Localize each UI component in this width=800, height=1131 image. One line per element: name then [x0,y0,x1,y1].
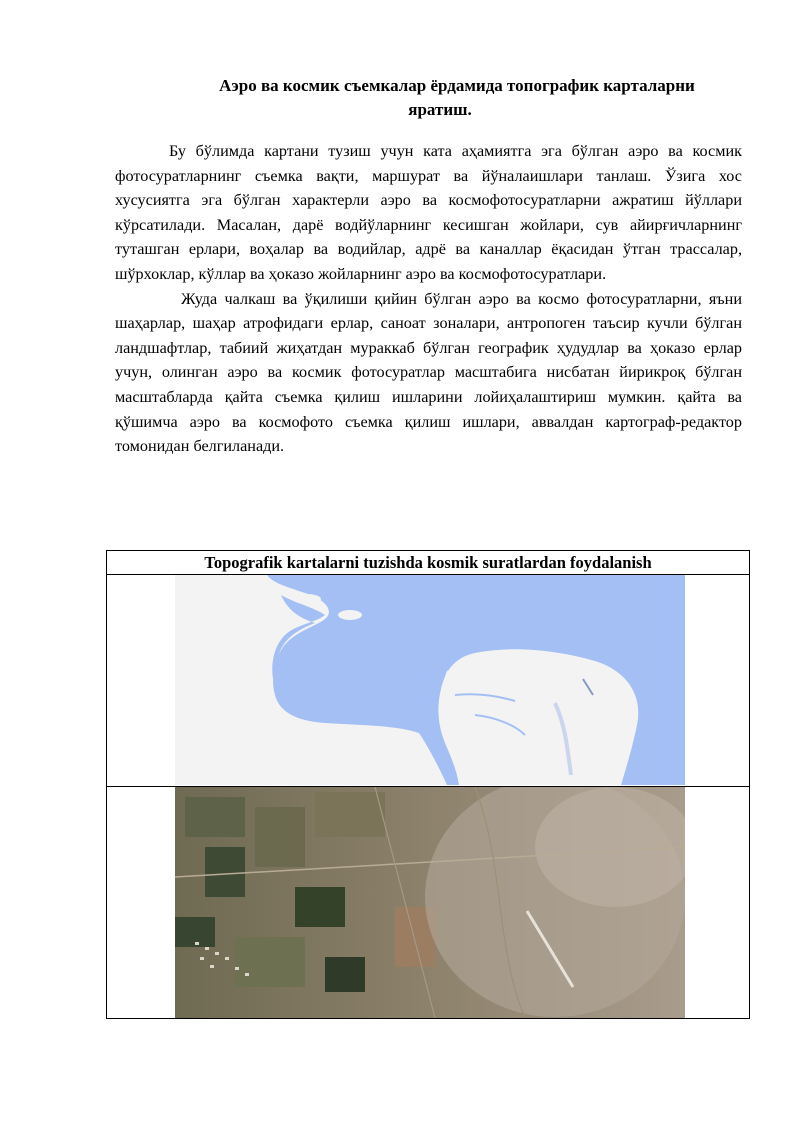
title-line-2: яратиш. [408,100,472,119]
document-title [150,74,750,122]
paragraph-1: Бу бўлимда картани тузиш учун ката аҳамиятга эга бўлган аэро ва космик фотосуратларнинг съемка вақти, маршурат ва йўналаишлари танлаш. Ўзига хос хусусиятга эга бўлган характерли аэро ва космофотосуратларни ажратиш йўллари кўрсатилади. Масалан, дарё водйўларнинг кесишган жойлари, сув айирғичларнинг туташган ерлари, воҳалар ва водийлар, адрё ва каналлар ёқасидан ўтган трассалар, шўрхоклар, кўллар ва ҳоказо жойларнинг аэро ва космофотосуратлари. [115,142,742,283]
river-map-graphic [175,575,685,785]
body-text [115,139,742,459]
figure-table [106,550,750,1019]
satellite-image [175,787,685,1018]
paragraph-2: Жуда чалкаш ва ўқилиши қийин бўлган аэро ва космо фотосуратларни, яъни шаҳарлар, шаҳар атрофидаги ерлар, саноат зоналари, антропоген таъсир кучли бўлган ландшафтлар, табиий жиҳатдан мураккаб бўлган географик ҳудудлар ва ҳоказо ерлар учун, олинган аэро ва космик фотосуратлар масштабига нисбатан йирикроқ бўлган масштабларда қайта съемка қилиш ишларини лойиҳалаштириш мумкин. қайта ва қўшимча аэро ва космофото съемка қилиш ишлари, аввалдан картограф-редактор томонидан белгиланади. [115,289,742,456]
satellite-graphic [175,787,685,1018]
title-line-1: Аэро ва космик съемкалар ёрдамида топографик карталарни [219,76,695,95]
river-map-image [175,575,685,785]
figure-caption: Topografik kartalarni tuzishda kosmik suratlardan foydalanish [107,551,749,575]
